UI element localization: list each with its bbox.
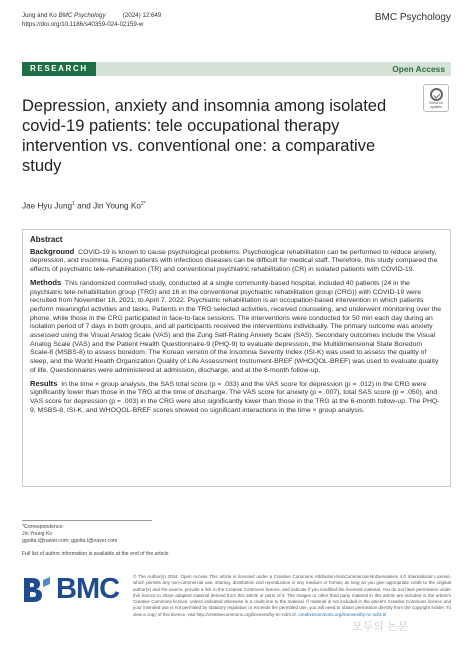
doi-link[interactable]: https://doi.org/10.1186/s40359-024-02159-w bbox=[22, 20, 144, 28]
correspondence-label: *Correspondence: bbox=[22, 524, 64, 530]
abstract-results bbox=[30, 380, 443, 416]
citation-journal: BMC Psychology bbox=[58, 12, 106, 19]
watermark: 모두의 논문 bbox=[352, 621, 409, 633]
abstract-box bbox=[22, 229, 451, 487]
abstract-label: Methods bbox=[30, 277, 62, 287]
abstract-text: In the time × group analysis, the SAS total score (p = .033) and the VAS score for depression (p = .012) in the CRG were significantly lower than those in the TRG at the time of discharge. The VAS score for anxiety (p = .007), total SAS score (p = .050), and VAS score for depression (p = .003) in the CRG were also significantly lower than those in the TRG at the 6-month follow-up. The PHQ-9, MSBS-8, ISI-K, and WHOQOL-BREF scores showed no significant interactions in the time × group analysis. bbox=[30, 380, 440, 414]
abstract-text: This randomized controlled study, conducted at a single community-based hospital, included 40 patients (24 in the psychiatric tele-rehabilitation group (TRG) and 16 in the conventional psychiatric rehabilitation group (CRG)) with COVID-19 were recruited from November 18, 2021, to April 7, 2022. Psychiatric rehabilitation is an occupation-based intervention in which patients perform meaningful activities and tasks. Patients in the TRG selected activities, received counseling, and underwent monitoring over the phone, while those in the CRG participated in face-to-face sessions. The interventions were conducted for 50 min each day during an isolation period of 7 days in both groups, and all participants received the interventions individually. The primary outcome was anxiety assessed using the Visual Analog Scale (VAS) and the Zung Self-Rating Anxiety Scale (SAS). Secondary outcomes include the Visual Analog Scale (VAS) and the Patient Health Questionnaire-9 (PHQ-9) to evaluate depression, the Multidimensional State Boredom Scale-8 (MSBS-8) to assess boredom. The Korean version of the Insomnia Severity Index (ISI-K) was used to assess the quality of sleep, and the World Health Organization Quality of Life Assessment Instrument-BREF (WHOQOL-BREF) was used to evaluate quality of life. Questionnaires were administered at admission, discharge, and at the 6-month follow-up. bbox=[30, 279, 442, 374]
section-banner bbox=[22, 62, 451, 76]
abstract-label: Background bbox=[30, 246, 75, 256]
abstract-label: Results bbox=[30, 378, 58, 388]
license-link[interactable]: creativecommons.org/licenses/by-nc-nd/4.0/ bbox=[298, 611, 387, 617]
author-1[interactable]: Jae Hyu Jung bbox=[22, 201, 73, 211]
citation-volume: (2024) 12:649 bbox=[105, 12, 162, 19]
abstract-heading: Abstract bbox=[30, 235, 63, 244]
footnote-divider bbox=[22, 520, 152, 521]
license-body: © The Author(s) 2024. Open Access This article is licensed under a Creative Commons Attribution-NonCommercial-NoDerivatives 4.0 International License, which permits any non-commercial use, sharing, distribution and reproduction in any medium or format, as long as you give appropriate credit to the original author(s) and the source, provide a link to the Creative Commons licence, and indicate if you modified the licensed material. You do not have permission under this licence to share adapted material derived from this article or parts of it. The images or other third party material in this article are included in the article's Creative Commons licence, unless indicated otherwise in a credit line to the material. If material is not included in the article's Creative Commons licence and your intended use is not permitted by statutory regulation or exceeds the permitted use, you will need to obtain permission directly from the copyright holder. To view a copy of this licence, visit http://creativecommons.org/licenses/by-nc-nd/4.0/. bbox=[133, 574, 451, 617]
research-label: RESEARCH bbox=[22, 62, 96, 76]
open-access-label: Open Access bbox=[392, 64, 445, 74]
check-updates-icon bbox=[430, 88, 443, 101]
author-2-affiliation: 2* bbox=[140, 201, 146, 207]
abstract-methods bbox=[30, 279, 443, 376]
article-title: Depression, anxiety and insomnia among isolated covid-19 patients: tele occupational therapy intervention vs. conventional one: a comparative study bbox=[22, 97, 387, 175]
bmc-logo-icon bbox=[22, 574, 52, 604]
bmc-logo bbox=[22, 574, 127, 604]
author-info-note: Full list of author information is available at the end of the article bbox=[22, 550, 169, 557]
license-text bbox=[133, 574, 451, 618]
corresponding-email[interactable]: ggotta.l@naver.com; ggotta.l@naver.com bbox=[22, 538, 118, 545]
check-for-updates-badge[interactable] bbox=[423, 84, 449, 112]
badge-line-1: Check for bbox=[428, 101, 444, 105]
author-1-affiliation: 1 bbox=[72, 201, 75, 207]
citation-authors: Jung and Ko bbox=[22, 12, 59, 19]
journal-name: BMC Psychology bbox=[374, 12, 451, 23]
author-2[interactable]: and Jin Young Ko bbox=[74, 201, 141, 211]
corresponding-author: Jin Young Ko bbox=[22, 531, 53, 538]
bmc-wordmark: BMC bbox=[56, 573, 120, 605]
author-list bbox=[22, 201, 146, 211]
citation-header bbox=[22, 12, 161, 29]
abstract-text: COVID-19 is known to cause psychological problems. Psychological rehabilitation can be performed to reduce anxiety, depression, and insomnia. Facing patients with infectious diseases can be difficult for medical staff. Therefore, this study compared the effects of psychiatric tele-rehabilitation (TR) and conventional psychiatric rehabilitation (CR) in isolated patients with COVID-19. bbox=[30, 248, 438, 274]
badge-line-2: updates bbox=[429, 104, 443, 109]
correspondence-footnote bbox=[22, 524, 168, 558]
abstract-background bbox=[30, 248, 443, 275]
